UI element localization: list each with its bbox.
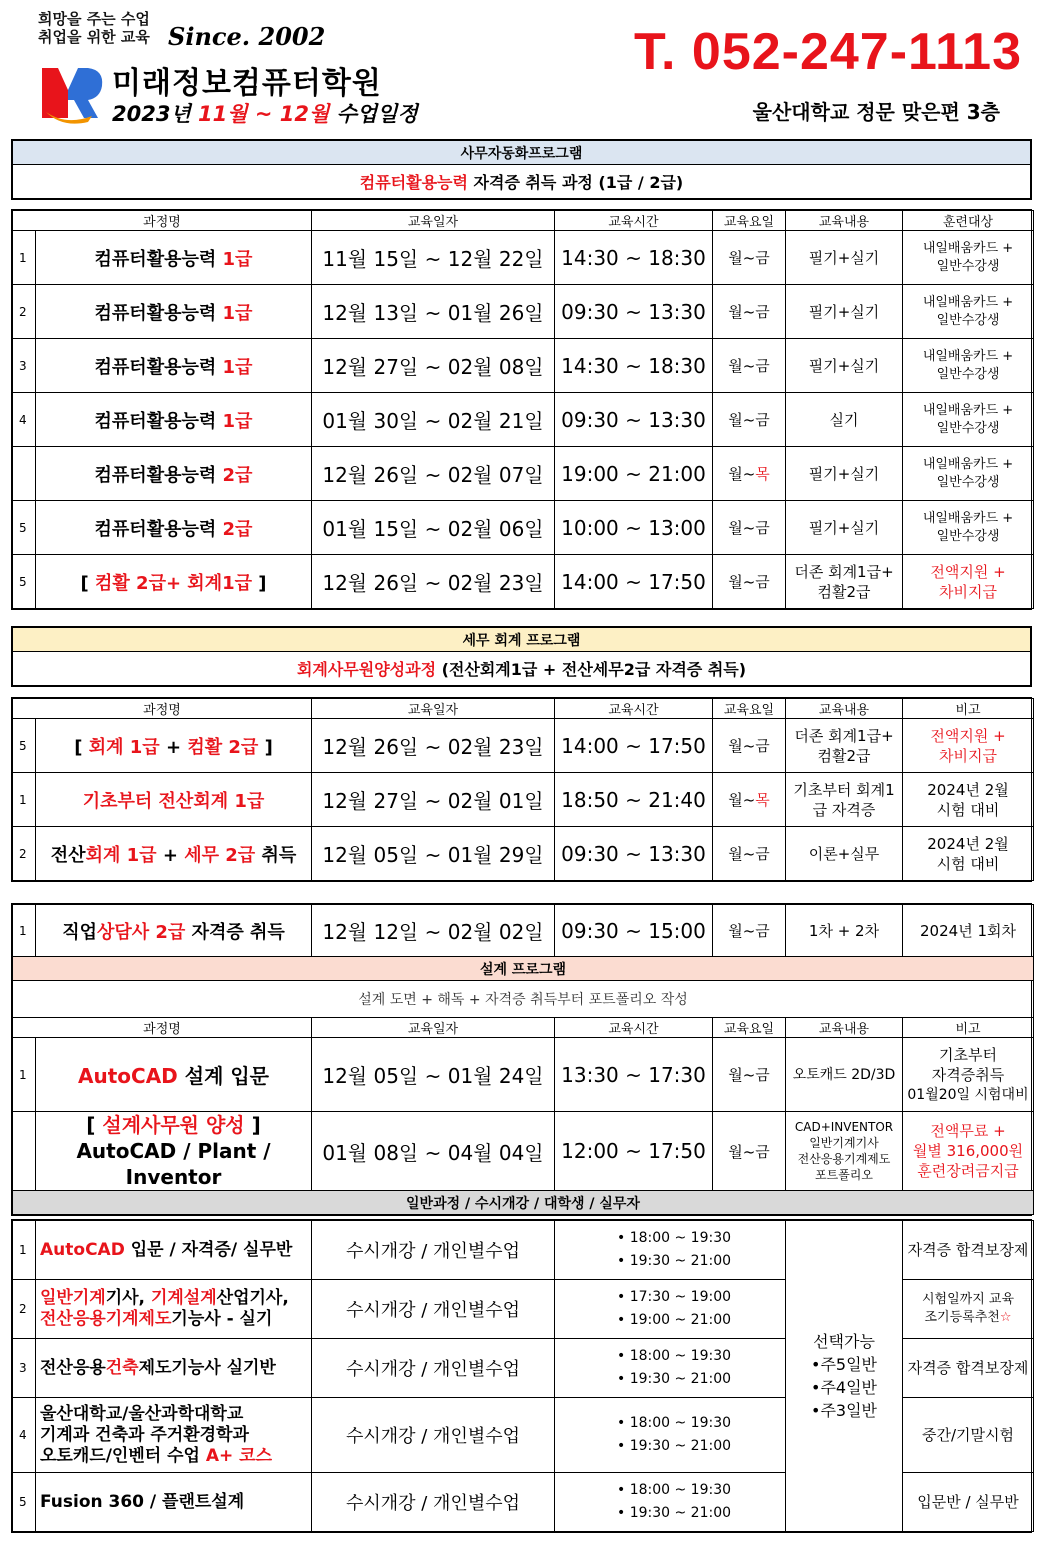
address: 울산대학교 정문 맞은편 3층 (752, 100, 1000, 124)
schedule-months: 11월 ~ 12월 (198, 102, 330, 126)
course-content: 실기 (786, 393, 903, 447)
course-day: 월~금 (713, 1112, 786, 1191)
course-day: 월~목 (713, 447, 786, 501)
course-note: 시험일까지 교육 조기등록추천☆ (903, 1280, 1034, 1339)
row-number: 5 (13, 501, 36, 555)
course-name: 컴퓨터활용능력 1급 (36, 231, 312, 285)
row-number: 5 (13, 719, 36, 773)
course-schedule: 수시개강 / 개인별수업 (312, 1339, 555, 1398)
row-number: 1 (13, 1038, 36, 1112)
course-note: 자격증 합격보장제 (903, 1221, 1034, 1280)
course-note: 전액지원 + 차비지급 (903, 719, 1034, 773)
course-content: 필기+실기 (786, 339, 903, 393)
course-name: 전산응용건축제도기능사 실기반 (36, 1339, 312, 1398)
course-schedule: 수시개강 / 개인별수업 (312, 1473, 555, 1532)
design-section-title: 설계 프로그램 (13, 957, 1034, 981)
accounting-header-row (13, 699, 1034, 719)
course-schedule: 수시개강 / 개인별수업 (312, 1221, 555, 1280)
course-content: 필기+실기 (786, 231, 903, 285)
course-time: 09:30 ~ 13:30 (555, 285, 713, 339)
course-content: 기초부터 회계1 급 자격증 (786, 773, 903, 827)
table-row (13, 1221, 1034, 1280)
header-date: 교육일자 (312, 211, 555, 231)
course-target: 내일배움카드 + 일반수강생 (903, 339, 1034, 393)
row-number: 1 (13, 905, 36, 957)
table-row (13, 555, 1034, 609)
slogan (38, 10, 150, 46)
course-day: 월~금 (713, 555, 786, 609)
course-day: 월~금 (713, 905, 786, 957)
header-note: 비고 (903, 699, 1034, 719)
table-row (13, 827, 1034, 881)
course-time: 12:00 ~ 17:50 (555, 1112, 713, 1191)
office-subtitle (13, 165, 1031, 199)
course-name: 컴퓨터활용능력 2급 (36, 447, 312, 501)
row-number: 5 (13, 1473, 36, 1532)
since-label: Since. 2002 (168, 22, 326, 51)
course-note: 기초부터 자격증취득 01월20일 시험대비 (903, 1038, 1034, 1112)
office-title-block (11, 139, 1032, 200)
course-day: 월~금 (713, 285, 786, 339)
course-note: 중간/기말시험 (903, 1398, 1034, 1473)
course-name: [ 컴활 2급+ 회계1급 ] (36, 555, 312, 609)
office-header-row (13, 211, 1034, 231)
course-date: 12월 12일 ~ 02월 02일 (312, 905, 555, 957)
table-row (13, 1112, 1034, 1191)
course-time: 18:50 ~ 21:40 (555, 773, 713, 827)
course-day: 월~금 (713, 231, 786, 285)
header-course: 과정명 (13, 211, 312, 231)
course-name: 일반기계기사, 기계설계산업기사, 전산응용기계제도기능사 - 실기 (36, 1280, 312, 1339)
course-slots: • 18:00 ~ 19:30 • 19:30 ~ 21:00 (555, 1473, 786, 1532)
row-number: 1 (13, 1221, 36, 1280)
course-content: 이론+실무 (786, 827, 903, 881)
course-name: 전산회계 1급 + 세무 2급 취득 (36, 827, 312, 881)
header-note: 비고 (903, 1018, 1034, 1038)
course-schedule: 수시개강 / 개인별수업 (312, 1398, 555, 1473)
course-date: 12월 26일 ~ 02월 23일 (312, 555, 555, 609)
header-day: 교육요일 (713, 1018, 786, 1038)
slogan-line-2: 취업을 위한 교육 (38, 28, 150, 46)
course-time: 19:00 ~ 21:00 (555, 447, 713, 501)
course-day: 월~금 (713, 501, 786, 555)
course-date: 12월 26일 ~ 02월 23일 (312, 719, 555, 773)
course-date: 01월 15일 ~ 02월 06일 (312, 501, 555, 555)
table-row (13, 905, 1034, 957)
general-section-title: 일반과정 / 수시개강 / 대학생 / 실무자 (13, 1191, 1034, 1215)
course-name: 직업상담사 2급 자격증 취득 (36, 905, 312, 957)
table-row (13, 285, 1034, 339)
course-day: 월~금 (713, 1038, 786, 1112)
course-time: 10:00 ~ 13:00 (555, 501, 713, 555)
course-content: 필기+실기 (786, 447, 903, 501)
row-number (13, 1112, 36, 1191)
row-number: 4 (13, 393, 36, 447)
table-row (13, 1038, 1034, 1112)
course-date: 01월 30일 ~ 02월 21일 (312, 393, 555, 447)
header-day: 교육요일 (713, 699, 786, 719)
header-content: 교육내용 (786, 1018, 903, 1038)
course-name: 기초부터 전산회계 1급 (36, 773, 312, 827)
accounting-title-block (11, 626, 1032, 687)
row-number: 2 (13, 285, 36, 339)
course-note: 2024년 2월 시험 대비 (903, 773, 1034, 827)
design-header-row (13, 1018, 1034, 1038)
course-name: AutoCAD 입문 / 자격증/ 실무반 (36, 1221, 312, 1280)
header-date: 교육일자 (312, 1018, 555, 1038)
course-slots: • 18:00 ~ 19:30 • 19:30 ~ 21:00 (555, 1221, 786, 1280)
course-time: 14:30 ~ 18:30 (555, 231, 713, 285)
row-number: 2 (13, 1280, 36, 1339)
table-row (13, 339, 1034, 393)
course-note: 2024년 2월 시험 대비 (903, 827, 1034, 881)
course-date: 12월 27일 ~ 02월 01일 (312, 773, 555, 827)
academy-logo-icon (36, 56, 106, 126)
schedule-suffix: 수업일정 (336, 102, 418, 126)
header-target: 훈련대상 (903, 211, 1034, 231)
course-date: 11월 15일 ~ 12월 22일 (312, 231, 555, 285)
course-content: 더존 회계1급+ 컴활2급 (786, 555, 903, 609)
course-slots: • 17:30 ~ 19:00 • 19:00 ~ 21:00 (555, 1280, 786, 1339)
course-date: 01월 08일 ~ 04월 04일 (312, 1112, 555, 1191)
schedule-title (112, 98, 418, 128)
accounting-section-title: 세무 회계 프로그램 (13, 628, 1031, 652)
office-subtitle-rest: 자격증 취득 과정 (1급 / 2급) (473, 173, 684, 192)
schedule-year: 2023년 (112, 102, 191, 126)
course-slots: • 18:00 ~ 19:30 • 19:30 ~ 21:00 (555, 1398, 786, 1473)
course-name: [ 회계 1급 + 컴활 2급 ] (36, 719, 312, 773)
course-slots: • 18:00 ~ 19:30 • 19:30 ~ 21:00 (555, 1339, 786, 1398)
course-note: 입문반 / 실무반 (903, 1473, 1034, 1532)
row-number: 5 (13, 555, 36, 609)
office-table (11, 209, 1032, 610)
header-time: 교육시간 (555, 699, 713, 719)
course-time: 14:00 ~ 17:50 (555, 555, 713, 609)
course-date: 12월 05일 ~ 01월 29일 (312, 827, 555, 881)
phone-number: T. 052-247-1113 (634, 23, 1022, 81)
course-time: 09:30 ~ 13:30 (555, 827, 713, 881)
header-content: 교육내용 (786, 699, 903, 719)
accounting-subtitle (13, 652, 1031, 686)
course-content: 오토캐드 2D/3D (786, 1038, 903, 1112)
course-day: 월~금 (713, 339, 786, 393)
course-day: 월~금 (713, 827, 786, 881)
course-target: 내일배움카드 + 일반수강생 (903, 231, 1034, 285)
course-name: 울산대학교/울산과학대학교 기계과 건축과 주거환경학과 오토캐드/인벤터 수업 A+ 코스 (36, 1398, 312, 1473)
table-row (13, 447, 1034, 501)
table-row (13, 231, 1034, 285)
header-content: 교육내용 (786, 211, 903, 231)
course-date: 12월 13일 ~ 01월 26일 (312, 285, 555, 339)
course-target: 내일배움카드 + 일반수강생 (903, 393, 1034, 447)
row-number (13, 447, 36, 501)
course-content: 더존 회계1급+ 컴활2급 (786, 719, 903, 773)
choice-options: 선택가능 •주5일반 •주4일반 •주3일반 (786, 1221, 903, 1532)
course-day: 월~금 (713, 393, 786, 447)
course-time: 13:30 ~ 17:30 (555, 1038, 713, 1112)
course-name: [ 설계사무원 양성 ] AutoCAD / Plant / Inventor (36, 1112, 312, 1191)
table-row (13, 773, 1034, 827)
course-note: 자격증 합격보장제 (903, 1339, 1034, 1398)
slogan-line-1: 희망을 주는 수업 (38, 10, 150, 28)
course-time: 09:30 ~ 15:00 (555, 905, 713, 957)
course-content: 필기+실기 (786, 285, 903, 339)
course-target: 내일배움카드 + 일반수강생 (903, 501, 1034, 555)
course-content: 1차 + 2차 (786, 905, 903, 957)
row-number: 1 (13, 231, 36, 285)
header-time: 교육시간 (555, 211, 713, 231)
design-table (11, 903, 1032, 1216)
office-section-title: 사무자동화프로그램 (13, 141, 1031, 165)
accounting-subtitle-rest: (전산회계1급 + 전산세무2급 자격증 취득) (441, 660, 747, 679)
header-date: 교육일자 (312, 699, 555, 719)
academy-name: 미래정보컴퓨터학원 (112, 66, 382, 101)
course-day: 월~목 (713, 773, 786, 827)
general-table (11, 1219, 1032, 1533)
course-date: 12월 26일 ~ 02월 07일 (312, 447, 555, 501)
header-day: 교육요일 (713, 211, 786, 231)
course-name: 컴퓨터활용능력 2급 (36, 501, 312, 555)
course-day: 월~금 (713, 719, 786, 773)
office-subtitle-highlight: 컴퓨터활용능력 (359, 173, 468, 192)
table-row (13, 501, 1034, 555)
course-time: 09:30 ~ 13:30 (555, 393, 713, 447)
course-content: CAD+INVENTOR 일반기계기사 전산응용기계제도 포트폴리오 (786, 1112, 903, 1191)
course-target: 전액지원 + 차비지급 (903, 555, 1034, 609)
course-name: 컴퓨터활용능력 1급 (36, 339, 312, 393)
course-target: 내일배움카드 + 일반수강생 (903, 285, 1034, 339)
course-name: 컴퓨터활용능력 1급 (36, 393, 312, 447)
row-number: 4 (13, 1398, 36, 1473)
course-note: 전액무료 + 월별 316,000원 훈련장려금지급 (903, 1112, 1034, 1191)
row-number: 2 (13, 827, 36, 881)
course-time: 14:00 ~ 17:50 (555, 719, 713, 773)
course-schedule: 수시개강 / 개인별수업 (312, 1280, 555, 1339)
course-name: Fusion 360 / 플랜트설계 (36, 1473, 312, 1532)
course-note: 2024년 1회차 (903, 905, 1034, 957)
accounting-table (11, 697, 1032, 882)
course-content: 필기+실기 (786, 501, 903, 555)
header-course: 과정명 (13, 1018, 312, 1038)
row-number: 1 (13, 773, 36, 827)
header (0, 0, 1042, 135)
table-row (13, 393, 1034, 447)
course-name: AutoCAD 설계 입문 (36, 1038, 312, 1112)
row-number: 3 (13, 339, 36, 393)
header-time: 교육시간 (555, 1018, 713, 1038)
header-course: 과정명 (13, 699, 312, 719)
design-subtitle: 설계 도면 + 해독 + 자격증 취득부터 포트폴리오 작성 (13, 981, 1034, 1018)
accounting-subtitle-highlight: 회계사무원양성과정 (296, 660, 437, 679)
table-row (13, 719, 1034, 773)
course-date: 12월 05일 ~ 01월 24일 (312, 1038, 555, 1112)
course-date: 12월 27일 ~ 02월 08일 (312, 339, 555, 393)
course-time: 14:30 ~ 18:30 (555, 339, 713, 393)
course-name: 컴퓨터활용능력 1급 (36, 285, 312, 339)
row-number: 3 (13, 1339, 36, 1398)
course-target: 내일배움카드 + 일반수강생 (903, 447, 1034, 501)
